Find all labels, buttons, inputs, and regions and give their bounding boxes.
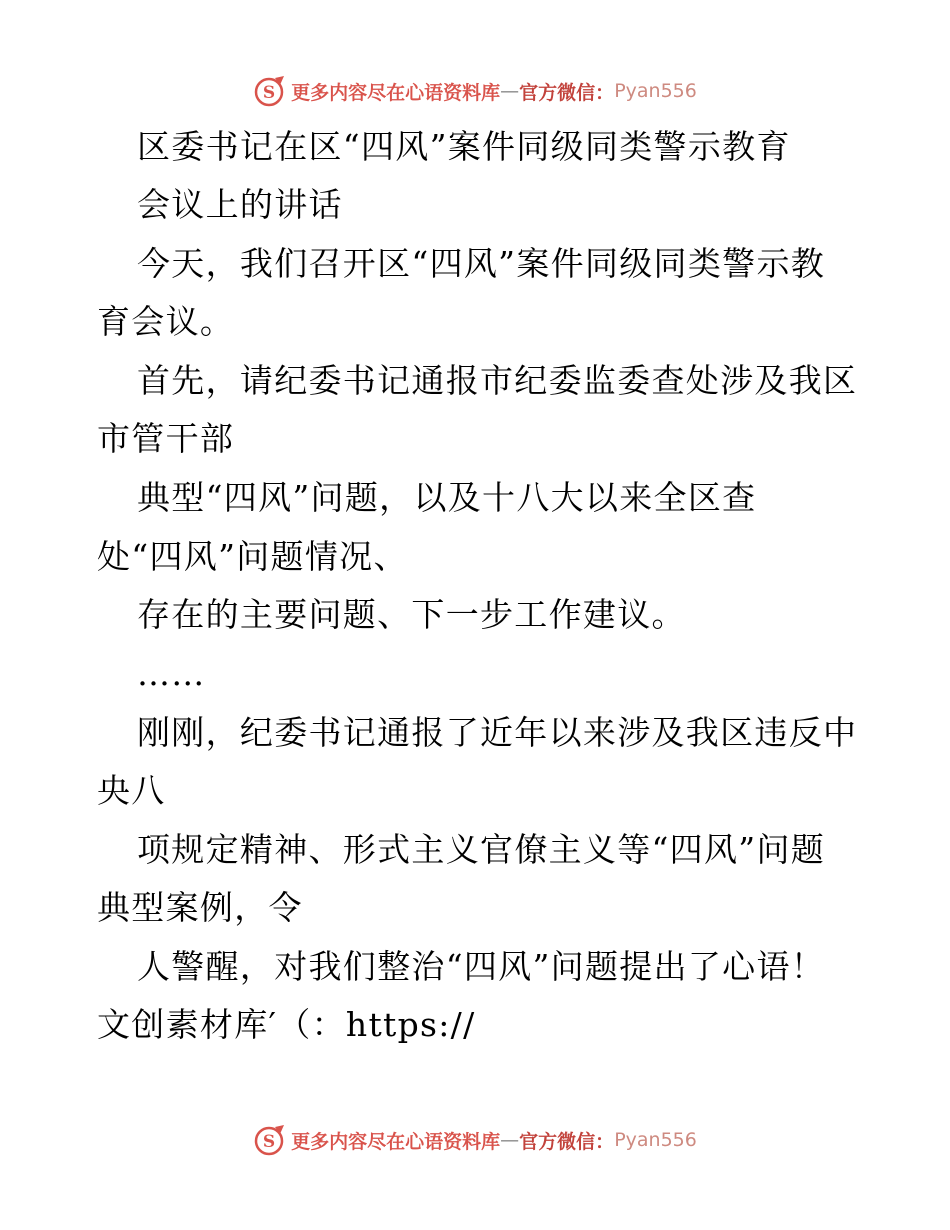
body-line: 央八 [97, 771, 166, 810]
watermark-wechat-id: Pyan556 [614, 1129, 697, 1151]
header-watermark [0, 71, 950, 111]
body-line: 首先，请纪委书记通报市纪委监委查处涉及我区 [137, 361, 858, 400]
body-line: 典型“四风”问题，以及十八大以来全区查 [137, 478, 757, 517]
body-line: 育会议。 [97, 302, 235, 341]
footer-watermark [0, 1120, 950, 1160]
title-line-2: 会议上的讲话 [137, 185, 343, 224]
pen-logo-icon [253, 74, 287, 108]
body-line: 市管干部 [97, 419, 235, 458]
svg-text:S: S [263, 1132, 276, 1152]
watermark-site-name: 更多内容尽在心语资料库 [291, 81, 501, 104]
body-line: 项规定精神、形式主义官僚主义等“四风”问题 [137, 830, 826, 869]
watermark-dash: — [500, 80, 520, 102]
body-line: 文创素材库′（：https:// [97, 1005, 476, 1044]
pen-logo-icon [253, 1123, 287, 1157]
body-line: 典型案例，令 [97, 888, 303, 927]
title-line-1: 区委书记在区“四风”案件同级同类警示教育 [137, 127, 791, 166]
watermark-dash: — [500, 1129, 520, 1151]
watermark-label: 官方微信： [519, 81, 615, 104]
body-line-ellipsis: …… [137, 654, 206, 693]
body-line: 刚刚，纪委书记通报了近年以来涉及我区违反中 [137, 713, 858, 752]
body-line: 今天，我们召开区“四风”案件同级同类警示教 [137, 244, 826, 283]
watermark-label: 官方微信： [519, 1130, 615, 1153]
svg-text:S: S [263, 83, 276, 103]
watermark-site-name: 更多内容尽在心语资料库 [291, 1130, 501, 1153]
watermark-wechat-id: Pyan556 [614, 80, 697, 102]
body-line: 处“四风”问题情况、 [97, 537, 408, 576]
body-line: 存在的主要问题、下一步工作建议。 [137, 595, 686, 634]
body-line: 人警醒，对我们整治“四风”问题提出了心语！ [137, 947, 826, 986]
